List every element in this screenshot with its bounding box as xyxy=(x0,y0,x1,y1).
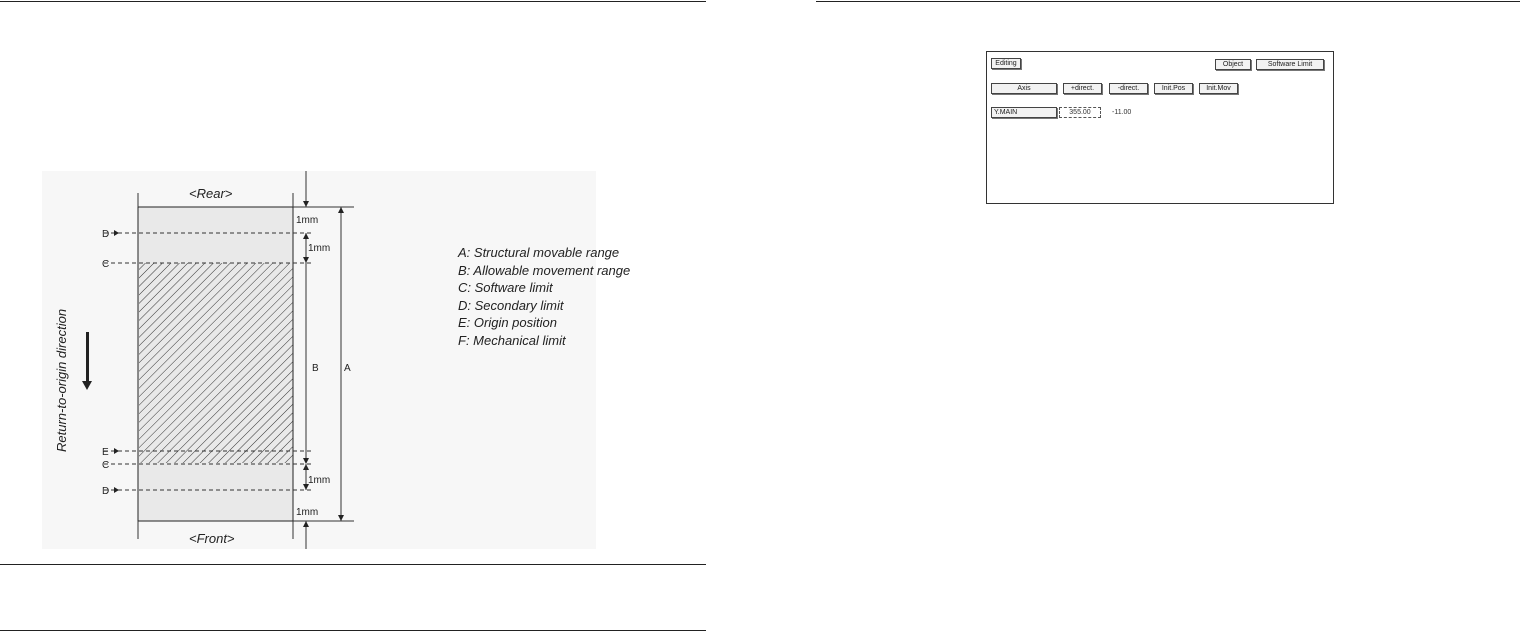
marker-c-top: C xyxy=(102,259,110,270)
dim-top-mm: 1mm xyxy=(296,215,319,226)
mid-rule-left xyxy=(0,564,706,565)
dim-b-label: B xyxy=(312,363,319,374)
return-direction-arrow-icon xyxy=(86,332,89,382)
legend-item-a: A: Structural movable range xyxy=(458,245,620,260)
software-limit-button[interactable]: Software Limit xyxy=(1256,59,1324,70)
dim-arrow-a-bottom xyxy=(338,515,344,521)
legend-item-f: F: Mechanical limit xyxy=(458,332,566,348)
minus-direction-button[interactable]: -direct. xyxy=(1109,83,1148,94)
dim-arrow-b-mid xyxy=(303,257,309,263)
dim-upper-mm: 1mm xyxy=(308,243,331,254)
movement-range-diagram xyxy=(42,171,596,549)
plus-limit-value[interactable]: 355.00 xyxy=(1059,107,1101,118)
minus-limit-value[interactable]: -11.00 xyxy=(1112,109,1132,116)
axis-name-field[interactable]: Y.MAIN xyxy=(991,107,1057,118)
front-label: <Front> xyxy=(189,531,235,546)
diagram-legend xyxy=(458,244,630,349)
dim-a-label: A xyxy=(344,363,351,374)
marker-e: E xyxy=(102,447,109,458)
object-button[interactable]: Object xyxy=(1215,59,1251,70)
editing-button[interactable]: Editing xyxy=(991,58,1021,69)
dim-arrow-a-top xyxy=(338,207,344,213)
legend-item-e: E: Origin position xyxy=(458,315,557,330)
dim-arrow-top xyxy=(303,201,309,207)
allowable-range-hatch xyxy=(139,263,293,463)
software-limit-screen xyxy=(986,51,1334,204)
return-to-origin-label: Return-to-origin direction xyxy=(54,308,69,452)
dim-arrow-bottom xyxy=(303,521,309,527)
legend-item-d: D: Secondary limit xyxy=(458,297,564,313)
marker-c-bottom: C xyxy=(102,460,110,471)
init-pos-button[interactable]: Init.Pos xyxy=(1154,83,1193,94)
legend-item-c: C: Software limit xyxy=(458,280,553,295)
top-rule-right xyxy=(816,1,1520,2)
marker-d-bottom-arrow xyxy=(114,487,119,493)
marker-d-top: D xyxy=(102,229,110,240)
marker-e-arrow xyxy=(114,448,119,454)
top-rule-left xyxy=(0,1,706,2)
marker-d-top-arrow xyxy=(114,230,119,236)
marker-d-bottom: D xyxy=(102,486,110,497)
dim-arrow-b-top xyxy=(303,233,309,239)
dim-lower-mm: 1mm xyxy=(308,475,331,486)
plus-direction-button[interactable]: +direct. xyxy=(1063,83,1102,94)
dim-bottom-mm: 1mm xyxy=(296,507,319,518)
range-diagram-svg xyxy=(42,171,596,549)
dim-arrow-b-bottom xyxy=(303,458,309,464)
init-mov-button[interactable]: Init.Mov xyxy=(1199,83,1238,94)
axis-button[interactable]: Axis xyxy=(991,83,1057,94)
legend-item-b: B: Allowable movement range xyxy=(458,262,631,278)
bottom-rule-left xyxy=(0,630,706,631)
rear-label: <Rear> xyxy=(189,186,233,201)
